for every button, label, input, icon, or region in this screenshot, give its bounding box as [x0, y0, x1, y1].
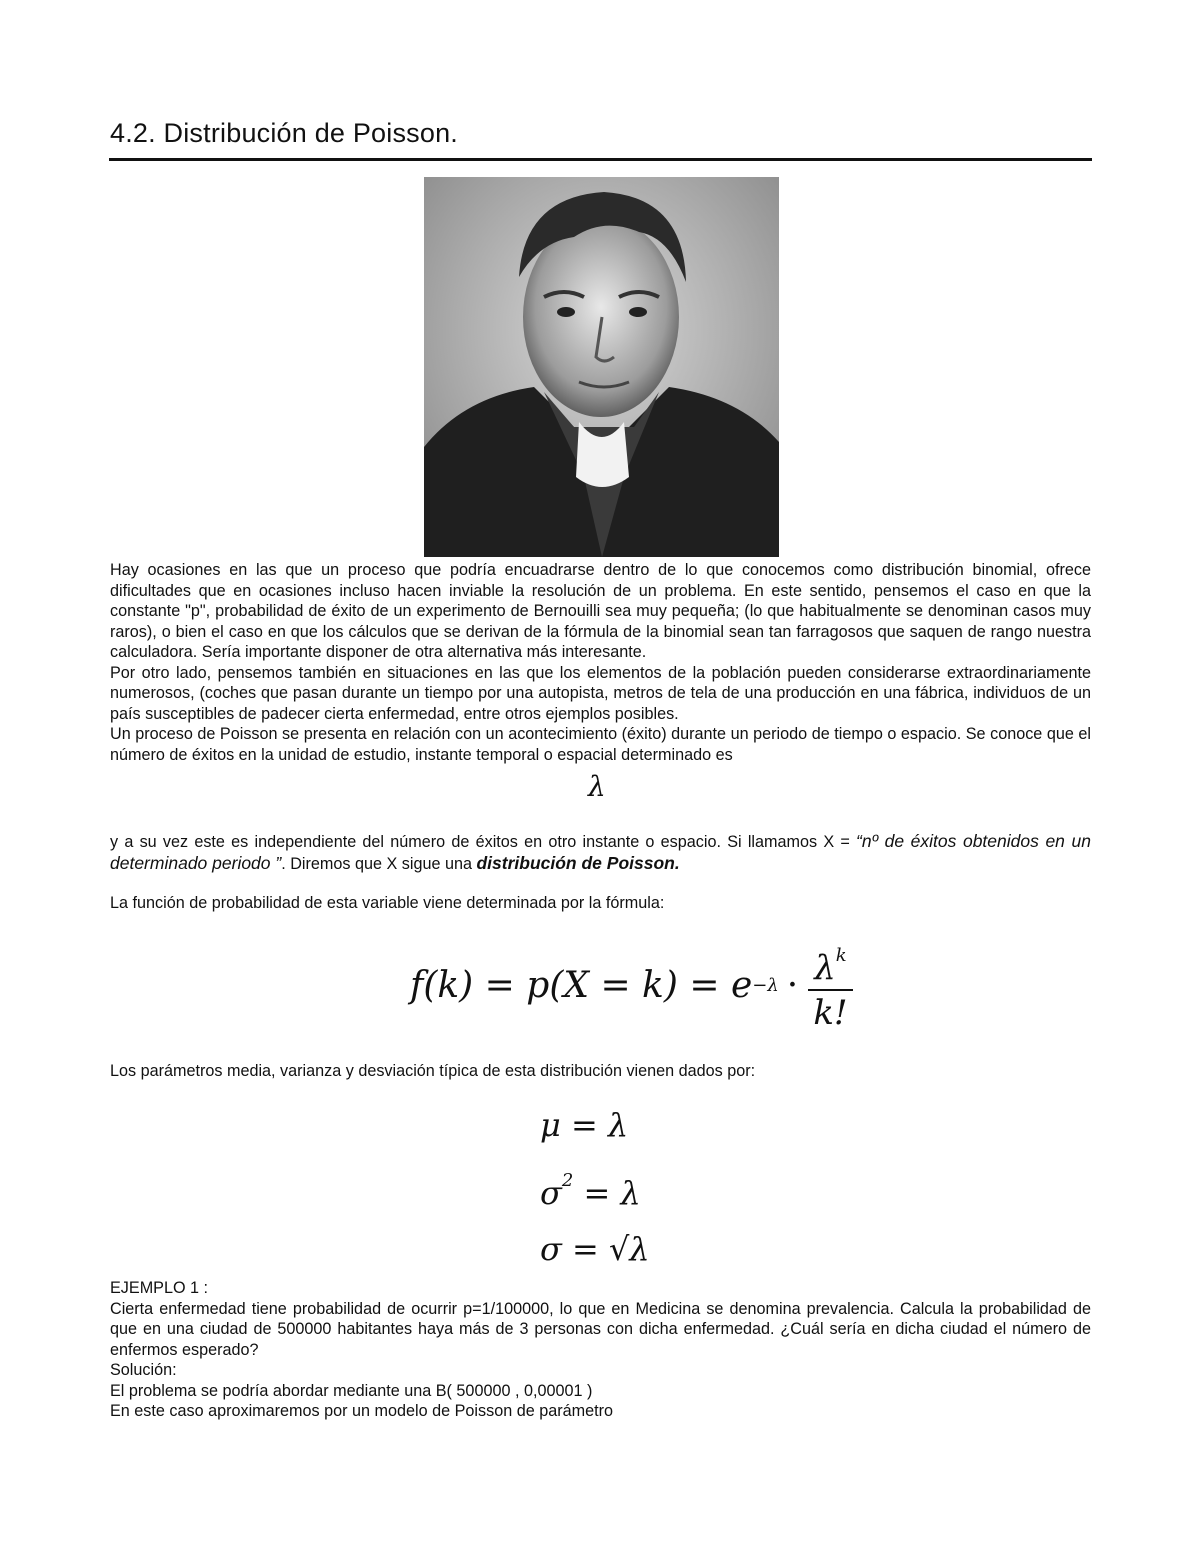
parameters-block [540, 1097, 650, 1277]
param-variance-base: σ [540, 1174, 562, 1212]
formula-denominator: k! [813, 993, 848, 1033]
definition-middle: . Diremos que X sigue una [281, 854, 477, 873]
params-intro: Los parámetros media, varianza y desviación típica de esta distribución vienen dados por: [110, 1062, 756, 1080]
formula-exponent: −λ [752, 974, 779, 996]
param-variance-exp: 2 [561, 1170, 574, 1191]
definition-lead: y a su vez este es independiente del número de éxitos en otro instante o espacio. Si llamamos X = [110, 833, 857, 851]
formula-lhs: f(k) = p(X = k) = e [410, 964, 753, 1006]
poisson-formula [410, 940, 853, 1033]
intro-paragraph-2: Por otro lado, pensemos también en situaciones en las que los elementos de la población pueden considerarse extraordinariamente numerosos, (coches que pasan durante un tiempo por una autopista, metros de tela de una producción en una fábrica, individuos de un país susceptibles de padecer cierta enfermedad, entre otros ejemplos posibles. [110, 663, 1091, 723]
portrait-engraving [424, 177, 779, 557]
param-variance [540, 1153, 650, 1221]
intro-paragraph-1: Hay ocasiones en las que un proceso que podría encuadrarse dentro de lo que conocemos como distribución binomial, ofrece dificultades que en ocasiones incluso hacen inviable la resolución de un problema. En este sentido, pensemos el caso en que la constante "p", probabilidad de éxito de un experimento de Bernouilli sea muy pequeña; (lo que habitualmente se denominan casos muy raros), o bien el caso en que los cálculos que se derivan de la fórmula de la binomial sean tan farragosos que saquen de rango nuestra calculadora. Sería importante disponer de otra alternativa más interesante. [110, 561, 1091, 661]
lambda-symbol: λ [588, 770, 606, 803]
intro-text [110, 560, 1091, 765]
solution-line-1: El problema se podría abordar mediante una B( 500000 , 0,00001 ) [110, 1381, 593, 1400]
example-block [110, 1278, 1091, 1422]
param-sd: σ = √λ [540, 1230, 650, 1268]
page-title: 4.2. Distribución de Poisson. [110, 118, 458, 148]
param-variance-rhs: = λ [573, 1174, 641, 1212]
formula-numerator-base: λ [814, 948, 836, 988]
param-mean: μ = λ [540, 1106, 629, 1144]
probability-intro: La función de probabilidad de esta variable viene determinada por la fórmula: [110, 894, 665, 912]
formula-fraction [808, 935, 852, 1035]
solution-line-2: En este caso aproximaremos por un modelo de Poisson de parámetro [110, 1402, 613, 1420]
formula-numerator [808, 935, 852, 991]
portrait-image [424, 177, 779, 557]
definition-text [110, 831, 1091, 874]
example-label: EJEMPLO 1 : [110, 1279, 209, 1297]
definition-quote: “nº de éxitos obtenidos en un determinado periodo ” [110, 831, 1091, 873]
example-statement: Cierta enfermedad tiene probabilidad de ocurrir p=1/100000, lo que en Medicina se denomina prevalencia. Calcula la probabilidad de que en una ciudad de 500000 habitantes haya más de 3 personas con dicha enfermedad. ¿Cuál sería en dicha ciudad el número de enfermos esperado? [110, 1299, 1091, 1359]
formula-numerator-exp: k [835, 945, 847, 966]
definition-bold: distribución de Poisson. [476, 852, 680, 873]
intro-paragraph-3: Un proceso de Poisson se presenta en relación con un acontecimiento (éxito) durante un periodo de tiempo o espacio. Se conoce que el número de éxitos en la unidad de estudio, instante temporal o espacial determinado es [110, 725, 1091, 764]
title-underline [109, 158, 1092, 161]
solution-label: Solución: [110, 1361, 177, 1379]
formula-dot: · [786, 964, 799, 1006]
